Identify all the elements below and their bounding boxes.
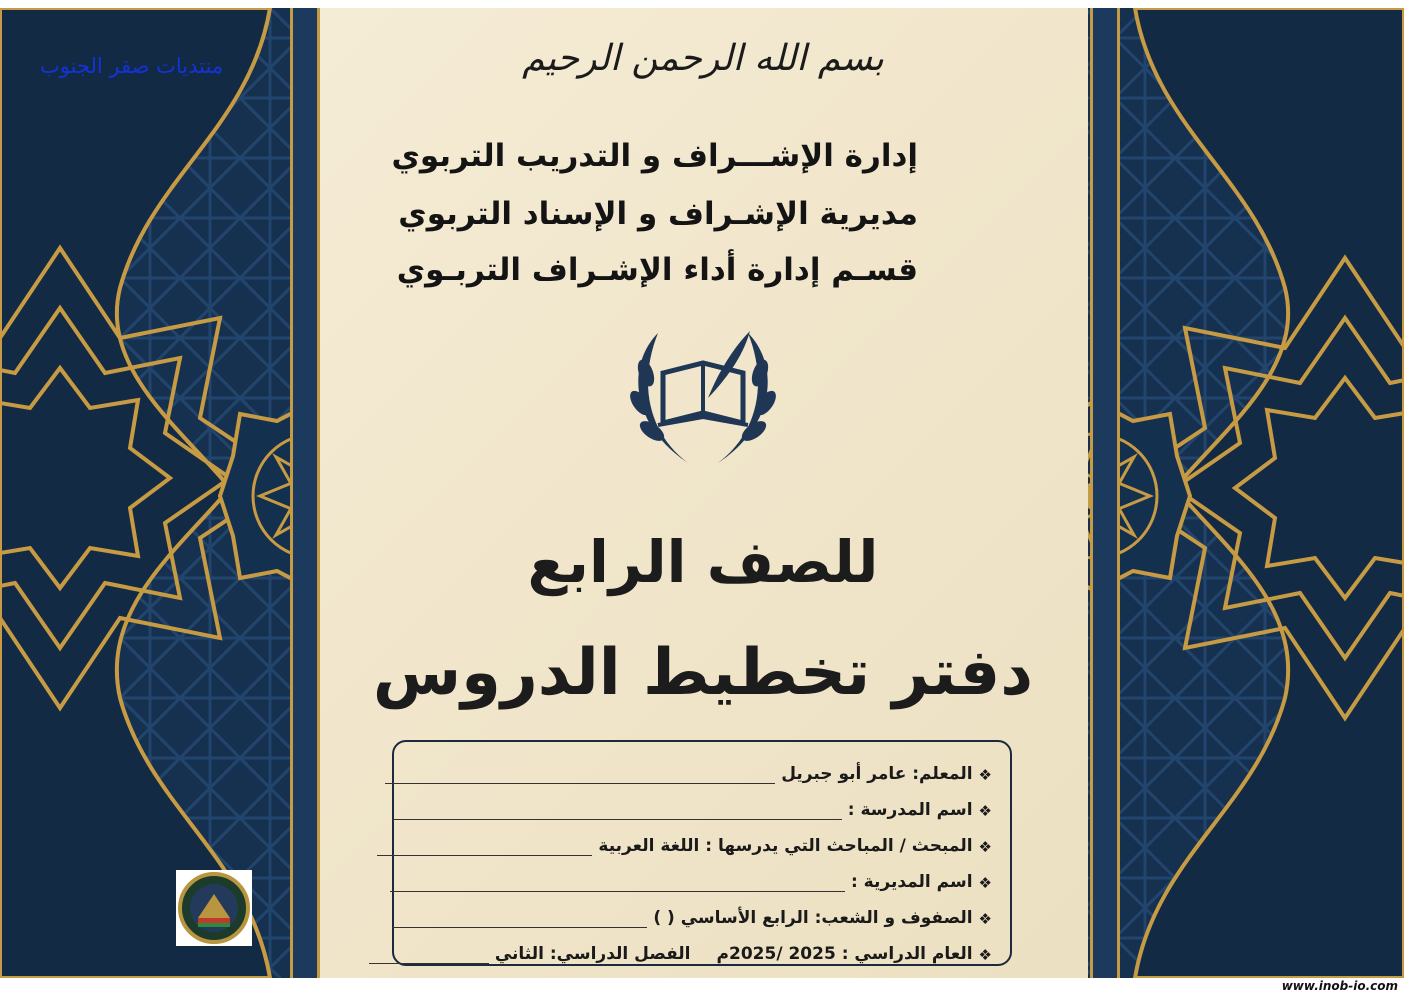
semester-fill-line[interactable] [369,945,489,964]
year-label: العام الدراسي : 2025 /2025م [716,944,973,964]
header-line-1: إدارة الإشـــراف و التدريب التربوي [391,138,918,174]
right-navy-band [1090,8,1120,978]
left-navy-band [290,8,320,978]
header-line-3: قسـم إدارة أداء الإشـراف التربـوي [396,252,918,288]
school-row [392,790,992,820]
bullet-icon: ❖ [978,946,992,964]
teacher-fill-line[interactable] [385,765,775,784]
grade-title: للصف الرابع [527,528,879,596]
subject-row [377,826,992,856]
forum-badge-logo [176,870,252,946]
teacher-row [385,754,992,784]
grades-row [392,898,992,928]
book-quill-emblem-icon [618,313,788,473]
notebook-title: دفتر تخطيط الدروس [372,636,1034,710]
header-line-2: مديرية الإشـراف و الإسناد التربوي [398,196,918,232]
teacher-label: المعلم: عامر أبو جبريل [781,764,973,784]
bullet-icon: ❖ [978,766,992,784]
directorate-label: اسم المديرية : [850,872,973,892]
directorate-fill-line[interactable] [390,873,845,892]
semester-label: الفصل الدراسي: الثاني [494,944,691,964]
grades-fill-line[interactable] [392,909,647,928]
forum-watermark-text: منتديات صقر الجنوب [40,54,224,78]
basmala-calligraphy: بسم الله الرحمن الرحيم [522,38,884,79]
bullet-icon: ❖ [978,802,992,820]
directorate-row [390,862,992,892]
footer-url[interactable]: www.inob-io.com [1281,979,1398,993]
school-label: اسم المدرسة : [847,800,973,820]
teacher-info-box [392,740,1012,966]
grades-label: الصفوف و الشعب: الرابع الأساسي ( ) [653,908,973,928]
forum-seal-icon [176,870,252,946]
bullet-icon: ❖ [978,874,992,892]
school-fill-line[interactable] [392,801,842,820]
subject-label: المبحث / المباحث التي يدرسها : اللغة العربية [598,836,973,856]
bullet-icon: ❖ [978,910,992,928]
cover-sheet [0,8,1404,978]
year-row [369,934,992,964]
subject-fill-line[interactable] [377,837,592,856]
bullet-icon: ❖ [978,838,992,856]
